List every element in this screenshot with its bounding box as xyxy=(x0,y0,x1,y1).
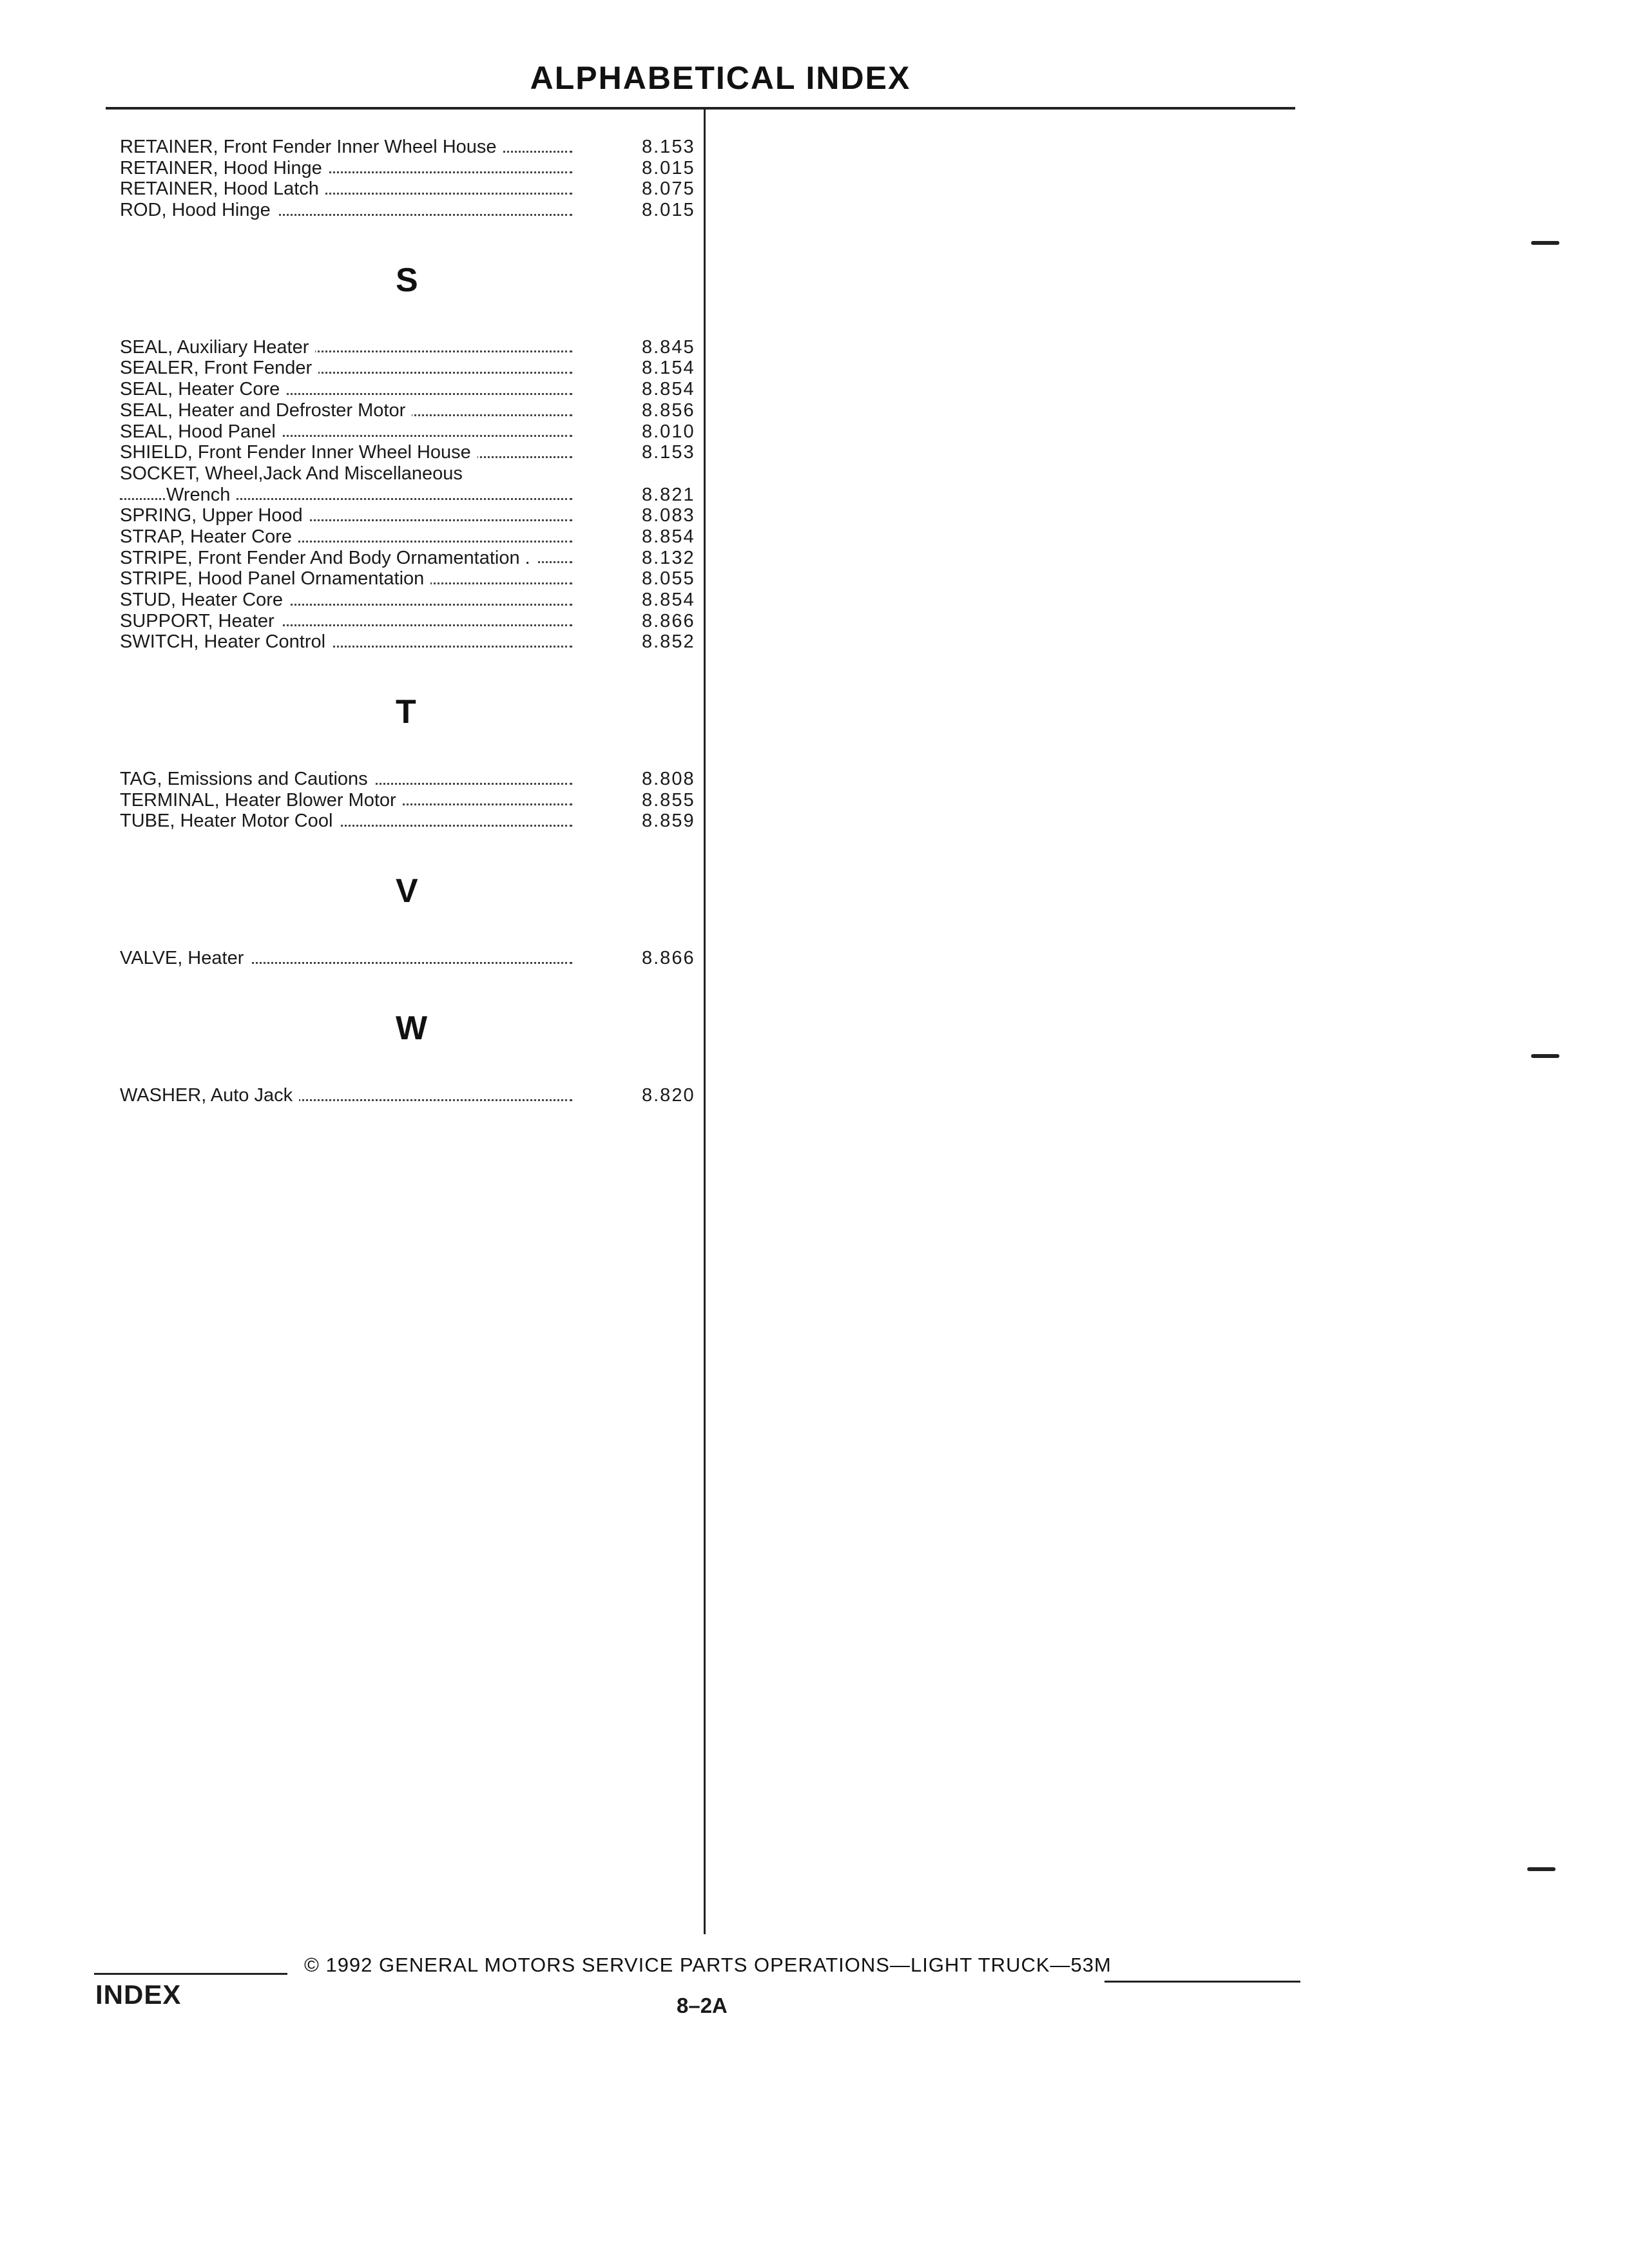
entry-label-wrap xyxy=(120,442,572,463)
margin-mark xyxy=(1531,241,1559,245)
entry-label-wrap xyxy=(120,590,572,611)
footer-rule-left xyxy=(94,1973,287,1975)
page-title: ALPHABETICAL INDEX xyxy=(530,60,911,96)
margin-mark xyxy=(1527,1867,1556,1871)
index-entry xyxy=(120,548,700,569)
entry-label-wrap xyxy=(120,421,572,443)
entry-label-wrap xyxy=(120,631,572,653)
footer-rule-right xyxy=(1104,1981,1300,1983)
entry-label-wrap xyxy=(120,548,572,569)
entry-label-wrap xyxy=(120,200,572,221)
entry-label: Wrench xyxy=(166,485,236,505)
entry-label-wrap xyxy=(120,178,572,200)
entry-label-wrap xyxy=(120,379,572,400)
title-rule xyxy=(106,107,1295,110)
entry-label-wrap xyxy=(120,463,572,485)
section-letter: W xyxy=(396,1009,428,1047)
index-entry xyxy=(120,769,700,790)
index-entry xyxy=(120,526,700,548)
entry-label-wrap xyxy=(120,790,572,811)
index-entry xyxy=(120,400,700,421)
entry-label: WASHER, Auto Jack xyxy=(120,1085,299,1106)
entry-page-ref: 8.820 xyxy=(642,1084,695,1106)
index-entry xyxy=(120,379,700,400)
section-letter: V xyxy=(396,872,418,910)
entry-label-wrap xyxy=(120,485,572,506)
entry-label-wrap xyxy=(120,769,572,790)
entry-page-ref: 8.821 xyxy=(642,484,695,505)
entry-label: STRAP, Heater Core xyxy=(120,526,298,547)
entry-label: SEAL, Hood Panel xyxy=(120,421,282,442)
entry-page-ref: 8.132 xyxy=(642,547,695,568)
entry-label: VALVE, Heater xyxy=(120,948,250,968)
entry-page-ref: 8.852 xyxy=(642,631,695,653)
entry-label-wrap xyxy=(120,505,572,526)
entry-page-ref: 8.866 xyxy=(642,610,695,631)
entry-page-ref: 8.808 xyxy=(642,769,695,790)
entry-label-wrap xyxy=(120,337,572,358)
entry-page-ref: 8.854 xyxy=(642,526,695,547)
index-entry xyxy=(120,442,700,463)
entry-label-wrap xyxy=(120,137,572,158)
entry-label-wrap xyxy=(120,526,572,548)
footer-section-name: INDEX xyxy=(95,1979,182,2010)
entry-page-ref: 8.015 xyxy=(642,200,695,221)
entry-label-wrap xyxy=(120,158,572,179)
entry-label-wrap xyxy=(120,400,572,421)
index-list xyxy=(120,137,700,1106)
index-entry xyxy=(120,421,700,443)
entry-label: RETAINER, Hood Hinge xyxy=(120,158,329,178)
index-entry xyxy=(120,590,700,611)
index-entry xyxy=(120,790,700,811)
index-entry xyxy=(120,200,700,221)
index-entry xyxy=(120,631,700,653)
index-entry xyxy=(120,948,700,969)
entry-page-ref: 8.015 xyxy=(642,157,695,178)
entry-label: SEAL, Heater Core xyxy=(120,379,286,399)
entry-label: TERMINAL, Heater Blower Motor xyxy=(120,790,403,811)
entry-label: STRIPE, Hood Panel Ornamentation xyxy=(120,568,430,589)
footer-page-number: 8–2A xyxy=(677,1994,728,2017)
index-entry xyxy=(120,158,700,179)
index-entry xyxy=(120,178,700,200)
entry-page-ref: 8.153 xyxy=(642,137,695,157)
entry-label-wrap xyxy=(120,811,572,832)
index-entry xyxy=(120,337,700,358)
section-letter: T xyxy=(396,693,416,731)
entry-page-ref: 8.866 xyxy=(642,948,695,969)
entry-page-ref: 8.845 xyxy=(642,336,695,358)
margin-mark xyxy=(1531,1054,1559,1058)
entry-page-ref: 8.856 xyxy=(642,399,695,421)
entry-label: SWITCH, Heater Control xyxy=(120,631,332,652)
entry-page-ref: 8.010 xyxy=(642,421,695,442)
entry-page-ref: 8.859 xyxy=(642,811,695,832)
entry-page-ref: 8.055 xyxy=(642,568,695,590)
entry-label: SEAL, Heater and Defroster Motor xyxy=(120,400,412,421)
entry-label: RETAINER, Hood Latch xyxy=(120,178,325,199)
index-entry xyxy=(120,1085,700,1106)
entry-page-ref: 8.855 xyxy=(642,789,695,811)
entry-label-wrap xyxy=(120,611,572,632)
entry-label: SUPPORT, Heater xyxy=(120,611,281,631)
entry-label: ROD, Hood Hinge xyxy=(120,200,277,220)
entry-label: RETAINER, Front Fender Inner Wheel House xyxy=(120,137,503,157)
entry-label: SEAL, Auxiliary Heater xyxy=(120,337,315,358)
entry-label: STRIPE, Front Fender And Body Ornamentation . xyxy=(120,548,537,568)
entry-label: STUD, Heater Core xyxy=(120,590,289,610)
entry-page-ref: 8.854 xyxy=(642,379,695,400)
entry-label: SPRING, Upper Hood xyxy=(120,505,309,526)
index-entry xyxy=(120,137,700,158)
entry-page-ref: 8.854 xyxy=(642,590,695,610)
entry-page-ref: 8.083 xyxy=(642,505,695,526)
index-entry xyxy=(120,811,700,832)
column-divider xyxy=(704,107,706,1934)
entry-label-wrap xyxy=(120,568,572,590)
entry-label: SEALER, Front Fender xyxy=(120,358,318,378)
entry-label-wrap xyxy=(120,358,572,379)
entry-label: TUBE, Heater Motor Cool xyxy=(120,811,339,831)
index-entry xyxy=(120,568,700,590)
entry-label: SHIELD, Front Fender Inner Wheel House xyxy=(120,442,477,463)
entry-label-wrap xyxy=(120,948,572,969)
entry-label-wrap xyxy=(120,1085,572,1106)
index-entry xyxy=(120,505,700,526)
entry-page-ref: 8.153 xyxy=(642,442,695,463)
entry-page-ref: 8.075 xyxy=(642,178,695,200)
entry-page-ref: 8.154 xyxy=(642,358,695,379)
index-entry xyxy=(120,358,700,379)
entry-label: SOCKET, Wheel,Jack And Miscellaneous xyxy=(120,463,469,484)
index-entry xyxy=(120,485,700,506)
entry-label: TAG, Emissions and Cautions xyxy=(120,769,374,789)
index-entry xyxy=(120,463,700,485)
index-entry xyxy=(120,611,700,632)
footer-copyright: © 1992 GENERAL MOTORS SERVICE PARTS OPERATIONS—LIGHT TRUCK—53M xyxy=(304,1954,1112,1976)
section-letter: S xyxy=(396,261,418,299)
